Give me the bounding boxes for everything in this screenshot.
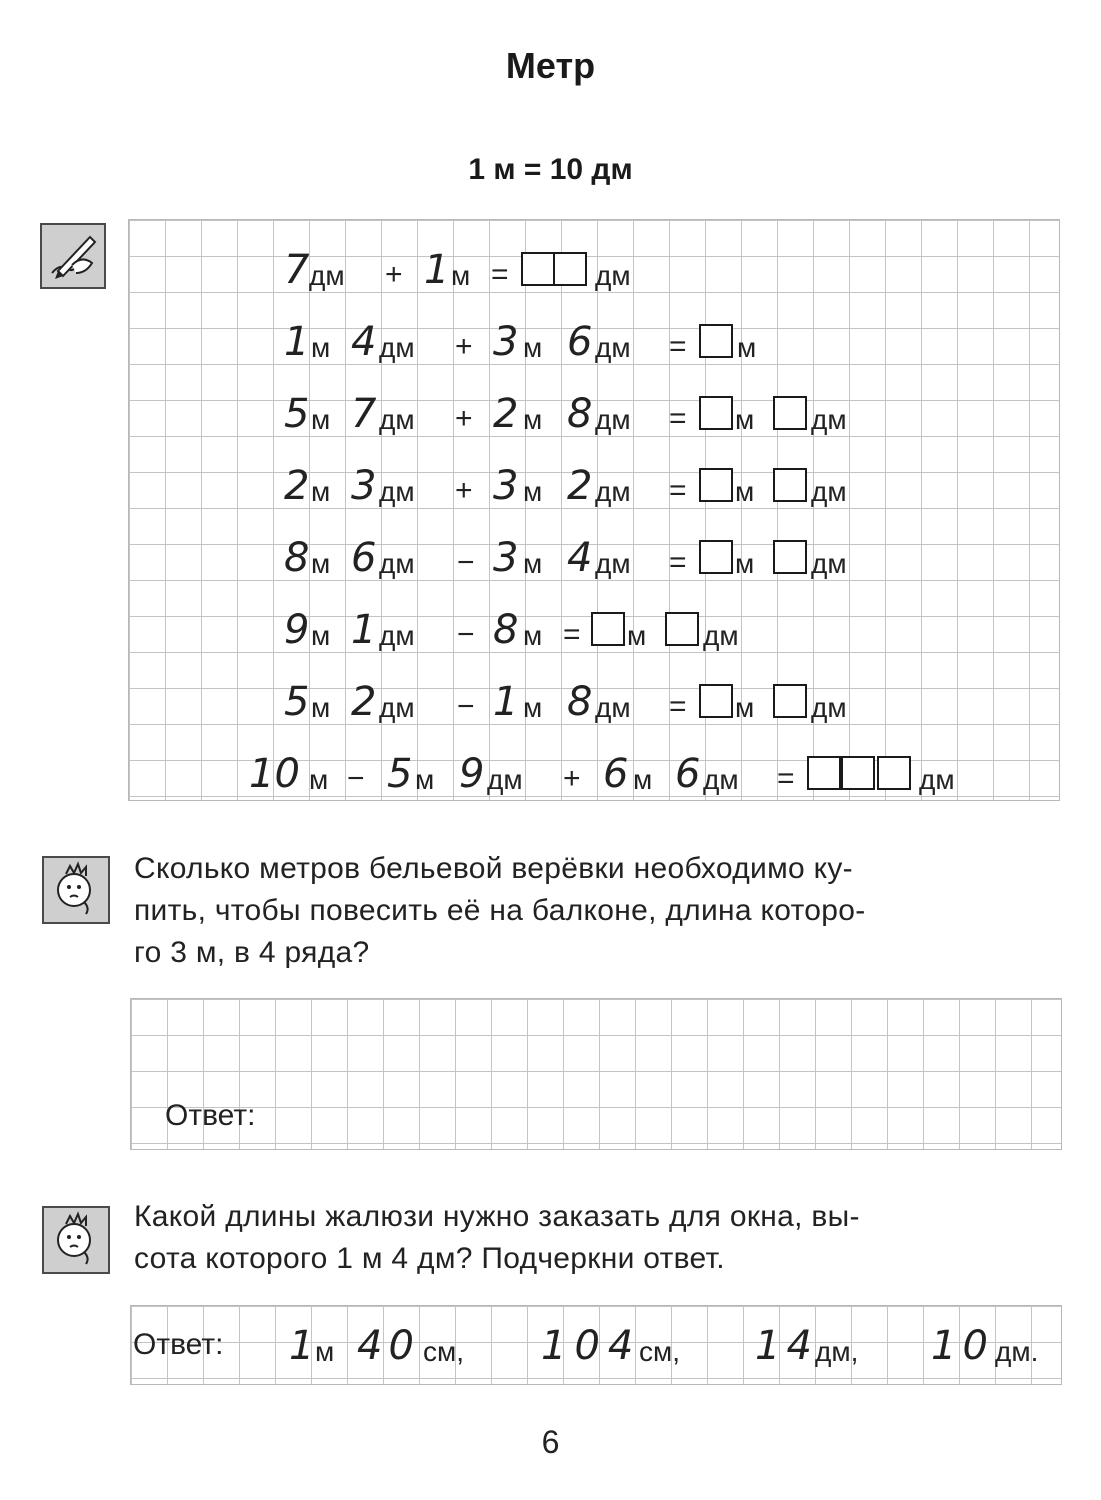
- equals-sign: =: [563, 618, 581, 651]
- answer-box[interactable]: [699, 468, 733, 502]
- operator: −: [457, 690, 475, 723]
- unit-label: дм: [379, 548, 415, 579]
- problem2-line: пить, чтобы повесить её на балконе, длина которо-: [134, 894, 866, 927]
- unit-label: м: [735, 404, 755, 435]
- handwritten-number: 5: [387, 751, 413, 797]
- unit-label: м: [415, 764, 435, 795]
- answer-box[interactable]: [841, 756, 875, 790]
- equation-row: [129, 308, 1059, 368]
- problem3-line: Какой длины жалюзи нужно заказать для окна, вы-: [134, 1200, 860, 1233]
- handwritten-number: 4: [351, 319, 377, 365]
- handwritten-number: 1: [493, 679, 519, 725]
- handwritten-number: 7: [351, 391, 377, 437]
- equals-sign: =: [669, 330, 687, 363]
- handwritten-number: 8: [284, 535, 310, 581]
- answer-options-row: [131, 1312, 1061, 1372]
- problem2-line: Сколько метров бельевой верёвки необходимо ку-: [134, 852, 853, 885]
- unit-label: дм: [595, 332, 631, 363]
- problem2-line: го 3 м, в 4 ряда?: [134, 936, 370, 969]
- equals-sign: =: [669, 690, 687, 723]
- unit-label: дм: [811, 404, 847, 435]
- operator: +: [455, 402, 473, 435]
- unit-label: дм: [595, 476, 631, 507]
- unit-label: дм: [595, 260, 631, 291]
- unit-label: м: [523, 620, 543, 651]
- equation-row: [129, 524, 1059, 584]
- answer-box[interactable]: [665, 612, 699, 646]
- unit-label: м: [523, 404, 543, 435]
- unit-label: м: [311, 476, 331, 507]
- operator: −: [457, 618, 475, 651]
- operator: +: [563, 762, 581, 795]
- unit-label: дм: [703, 620, 739, 651]
- equation-row: [129, 452, 1059, 512]
- answer-box[interactable]: [521, 252, 555, 286]
- answer-box[interactable]: [773, 684, 807, 718]
- handwritten-number: 3: [493, 463, 519, 509]
- handwritten-number: 6: [567, 319, 593, 365]
- answer-box[interactable]: [699, 396, 733, 430]
- unit-label: м: [523, 548, 543, 579]
- unit-label: м: [627, 620, 647, 651]
- unit-label[interactable]: дм.: [995, 1336, 1039, 1367]
- handwritten-number: 3: [351, 463, 377, 509]
- unit-label: м: [523, 332, 543, 363]
- problem2-answer-grid[interactable]: [130, 998, 1062, 1150]
- unit-label: дм: [379, 476, 415, 507]
- handwritten-number[interactable]: 40: [357, 1323, 420, 1369]
- handwritten-number: 3: [493, 535, 519, 581]
- handwritten-number: 2: [351, 679, 377, 725]
- unit-label: м: [735, 548, 755, 579]
- equation-row: [129, 740, 1059, 800]
- problem3-line: сота которого 1 м 4 дм? Подчеркни ответ.: [134, 1242, 725, 1275]
- equation-row: [129, 668, 1059, 728]
- answer-label: Ответ:: [165, 1099, 256, 1132]
- answer-box[interactable]: [773, 468, 807, 502]
- unit-label: дм: [703, 764, 739, 795]
- handwritten-number: 8: [493, 607, 519, 653]
- answer-box[interactable]: [773, 540, 807, 574]
- operator: −: [457, 546, 475, 579]
- unit-label: м: [523, 476, 543, 507]
- handwritten-number: 2: [493, 391, 519, 437]
- unit-label[interactable]: см,: [639, 1336, 681, 1367]
- unit-label: м: [735, 692, 755, 723]
- equation-row: [129, 380, 1059, 440]
- unit-label: дм: [379, 692, 415, 723]
- operator: +: [455, 474, 473, 507]
- unit-label: дм: [379, 332, 415, 363]
- unit-label: м: [311, 620, 331, 651]
- unit-label: м: [311, 692, 331, 723]
- unit-label: м: [309, 764, 329, 795]
- unit-label: дм: [487, 764, 523, 795]
- equals-sign: =: [777, 762, 795, 795]
- operator: +: [455, 330, 473, 363]
- unit-label[interactable]: см,: [423, 1336, 465, 1367]
- page-title: Метр: [505, 45, 596, 86]
- handwritten-number: 9: [459, 751, 485, 797]
- handwritten-number: 6: [603, 751, 629, 797]
- unit-label: м: [735, 476, 755, 507]
- unit-label: дм: [811, 548, 847, 579]
- operator: +: [385, 258, 403, 291]
- unit-label: дм: [595, 404, 631, 435]
- unit-label: м: [311, 548, 331, 579]
- handwritten-number: 8: [567, 679, 593, 725]
- handwritten-number[interactable]: 10: [931, 1323, 994, 1369]
- answer-box[interactable]: [699, 324, 733, 358]
- unit-label: дм: [811, 476, 847, 507]
- answer-box[interactable]: [553, 252, 587, 286]
- unit-label[interactable]: м: [315, 1336, 335, 1367]
- unit-label[interactable]: дм,: [815, 1336, 859, 1367]
- handwritten-number: 6: [675, 751, 701, 797]
- unit-label: м: [311, 404, 331, 435]
- handwritten-number[interactable]: 104: [541, 1323, 642, 1369]
- unit-label: м: [737, 332, 757, 363]
- unit-label: дм: [919, 764, 955, 795]
- page-number: 6: [541, 1424, 560, 1460]
- answer-box[interactable]: [699, 684, 733, 718]
- unit-label: м: [311, 332, 331, 363]
- exercise1-grid: [128, 219, 1060, 801]
- handwritten-number: 6: [351, 535, 377, 581]
- handwritten-number[interactable]: 14: [755, 1323, 818, 1369]
- answer-label: Ответ:: [133, 1328, 224, 1361]
- handwritten-number: 4: [567, 535, 593, 581]
- rule-formula: 1 м = 10 дм: [468, 153, 633, 186]
- equals-sign: =: [669, 546, 687, 579]
- handwritten-number: 2: [284, 463, 310, 509]
- unit-label: м: [451, 260, 471, 291]
- handwritten-number: 9: [284, 607, 310, 653]
- unit-label: дм: [595, 692, 631, 723]
- answer-box[interactable]: [591, 612, 625, 646]
- handwritten-number: 1: [351, 607, 377, 653]
- unit-label: дм: [595, 548, 631, 579]
- unit-label: дм: [379, 404, 415, 435]
- answer-box[interactable]: [773, 396, 807, 430]
- handwritten-number: 8: [567, 391, 593, 437]
- unit-label: м: [523, 692, 543, 723]
- equals-sign: =: [669, 402, 687, 435]
- handwritten-number: 1: [424, 247, 450, 293]
- equals-sign: =: [491, 258, 509, 291]
- handwritten-number: 1: [284, 319, 310, 365]
- answer-box[interactable]: [807, 756, 841, 790]
- operator: −: [347, 762, 365, 795]
- thinking-face-icon: [42, 856, 110, 924]
- handwritten-number: 7: [284, 247, 310, 293]
- pencil-writing-icon: [40, 223, 106, 289]
- answer-box[interactable]: [877, 756, 911, 790]
- unit-label: дм: [309, 260, 345, 291]
- handwritten-number: 5: [284, 679, 310, 725]
- handwritten-number: 5: [284, 391, 310, 437]
- equals-sign: =: [669, 474, 687, 507]
- unit-label: м: [633, 764, 653, 795]
- handwritten-number: 10: [249, 751, 300, 797]
- equation-row: [129, 596, 1059, 656]
- unit-label: дм: [811, 692, 847, 723]
- answer-box[interactable]: [699, 540, 733, 574]
- unit-label: дм: [379, 620, 415, 651]
- problem3-answer-grid: [130, 1305, 1062, 1385]
- thinking-face-icon: [42, 1206, 110, 1274]
- equation-row: [129, 236, 1059, 296]
- handwritten-number: 3: [493, 319, 519, 365]
- handwritten-number: 2: [567, 463, 593, 509]
- handwritten-number[interactable]: 1: [289, 1323, 315, 1369]
